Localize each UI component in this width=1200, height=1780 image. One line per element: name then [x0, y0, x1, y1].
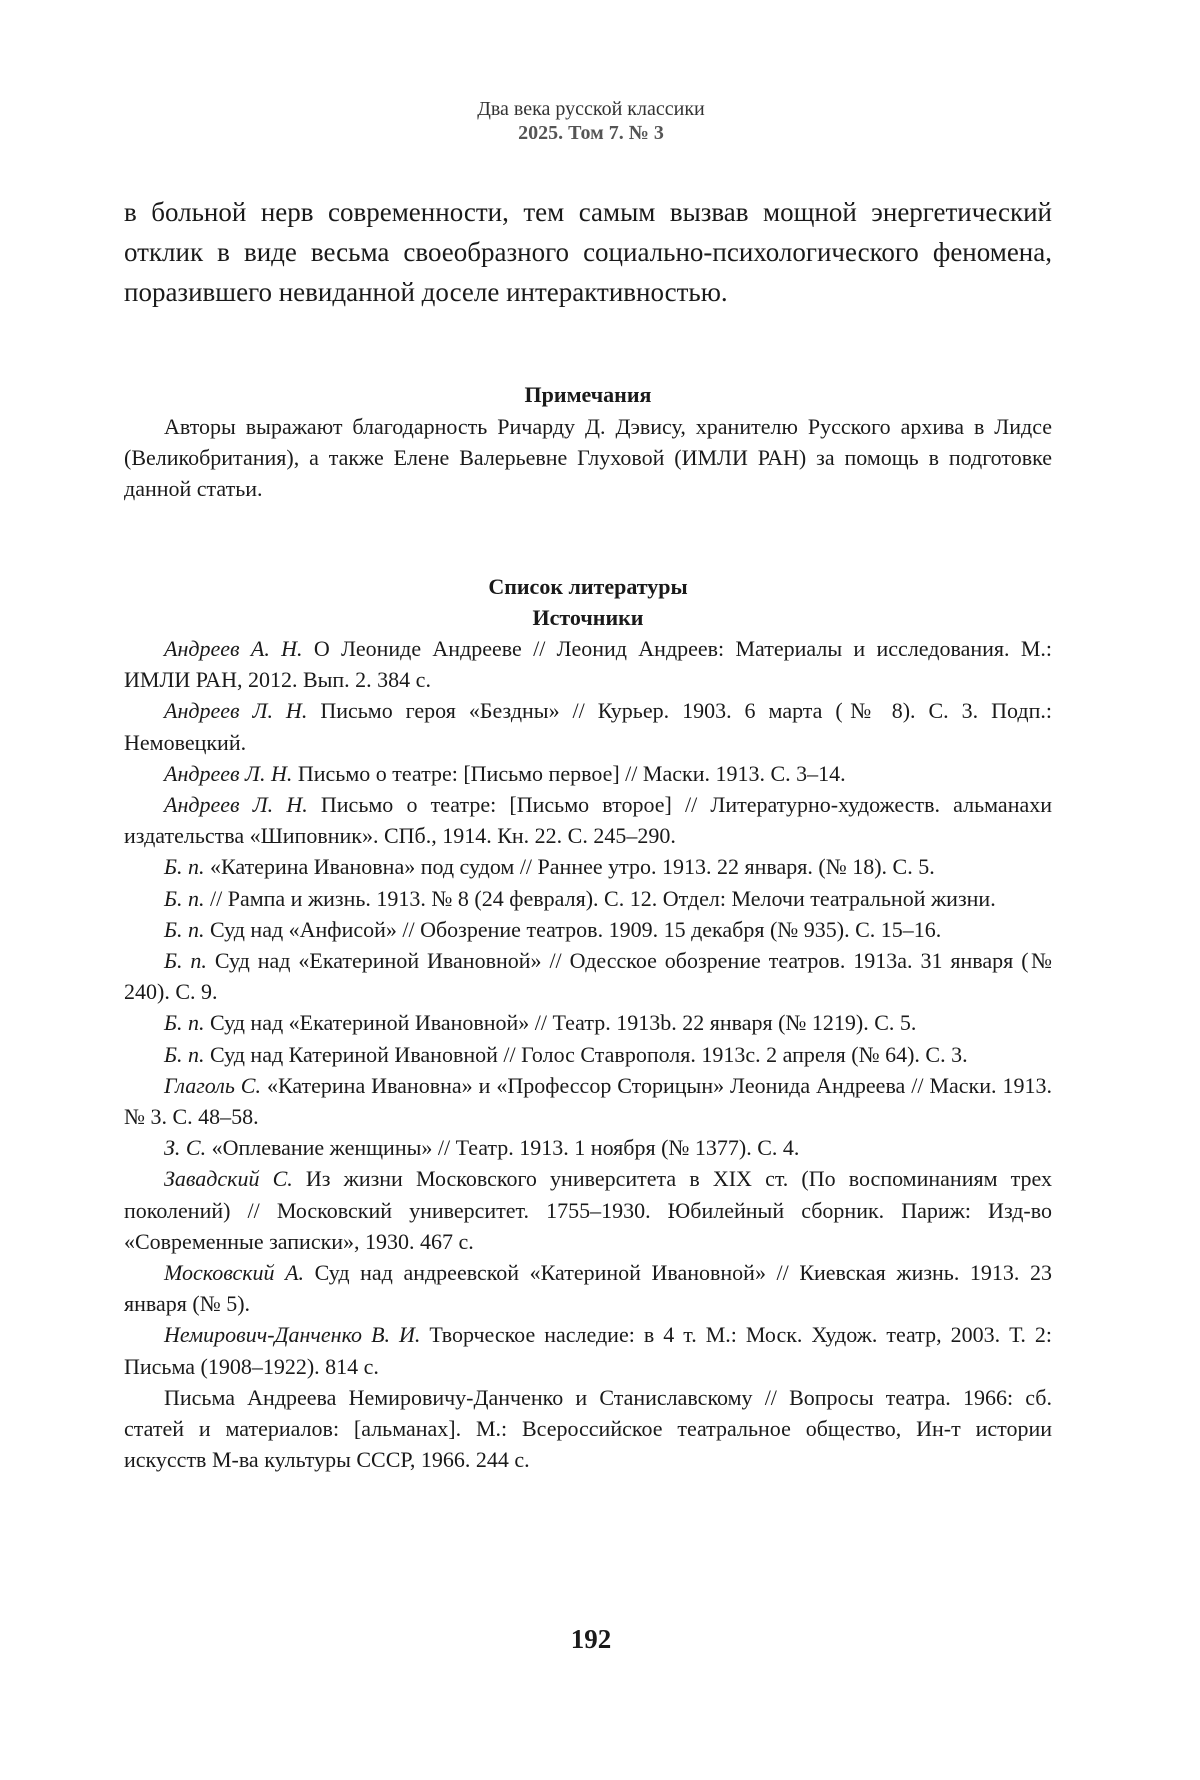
entry-author: З. С. [164, 1135, 206, 1160]
bibliography-entry [124, 1039, 1052, 1070]
entry-author: Московский А. [164, 1260, 304, 1285]
entry-text: «Оплевание женщины» // Театр. 1913. 1 ноября (№ 1377). С. 4. [206, 1135, 799, 1160]
entry-text: Суд над «Екатериной Ивановной» // Одесское обозрение театров. 1913a. 31 января (№ 240). С. 9. [124, 948, 1052, 1004]
entry-text: О Леониде Андрееве // Леонид Андреев: Материалы и исследования. М.: ИМЛИ РАН, 2012. Вып. 2. 384 с. [124, 636, 1052, 692]
entry-author: Немирович-Данченко В. И. [164, 1322, 420, 1347]
bibliography-entry [124, 851, 1052, 882]
bibliography-entry [124, 1007, 1052, 1038]
entry-text: Суд над «Екатериной Ивановной» // Театр. 1913b. 22 января (№ 1219). С. 5. [204, 1010, 916, 1035]
bibliography-entry [124, 945, 1052, 1007]
entry-text: Из жизни Московского университета в XIX ст. (По воспоминаниям трех поколений) // Московский университет. 1755–1930. Юбилейный сборник. Париж: Изд-во «Современные записки», 1930. 467 с. [124, 1166, 1052, 1253]
entry-author: Андреев А. Н. [164, 636, 303, 661]
bibliography-list [124, 633, 1052, 1475]
bibliography-entry [124, 914, 1052, 945]
entry-text: // Рампа и жизнь. 1913. № 8 (24 февраля). С. 12. Отдел: Мелочи театральной жизни. [204, 886, 995, 911]
sources-subheading: Источники [124, 602, 1052, 633]
bibliography-entry [124, 1257, 1052, 1319]
notes-heading: Примечания [124, 379, 1052, 411]
entry-author: Б. п. [164, 1042, 204, 1067]
entry-author: Завадский С. [164, 1166, 293, 1191]
volume-issue: 2025. Том 7. № 3 [0, 121, 1182, 145]
entry-text: Письмо о театре: [Письмо второе] // Литературно-художеств. альманахи издательства «Шиповник». СПб., 1914. Кн. 22. С. 245–290. [124, 792, 1052, 848]
entry-text: «Катерина Ивановна» и «Профессор Сторицын» Леонида Андреева // Маски. 1913. № 3. С. 48–58. [124, 1073, 1052, 1129]
entry-author: Глаголь С. [164, 1073, 261, 1098]
bibliography-entry [124, 1163, 1052, 1257]
entry-author: Б. п. [164, 1010, 204, 1035]
entry-text: Творческое наследие: в 4 т. М.: Моск. Худож. театр, 2003. Т. 2: Письма (1908–1922). 814 с. [124, 1322, 1052, 1378]
running-head [0, 97, 1182, 145]
entry-author: Андреев Л. Н. [164, 761, 292, 786]
bibliography-entry [124, 633, 1052, 695]
entry-text: «Катерина Ивановна» под судом // Раннее утро. 1913. 22 января. (№ 18). С. 5. [204, 854, 934, 879]
entry-author: Андреев Л. Н. [164, 792, 308, 817]
entry-text: Суд над «Анфисой» // Обозрение театров. 1909. 15 декабря (№ 935). С. 15–16. [204, 917, 941, 942]
notes-section [124, 379, 1052, 504]
bibliography-entry [124, 695, 1052, 757]
entry-author: Андреев Л. Н. [164, 698, 307, 723]
bibliography-entry [124, 789, 1052, 851]
bibliography-section [124, 571, 1052, 1475]
bibliography-entry [124, 1319, 1052, 1381]
entry-author: Б. п. [164, 917, 204, 942]
entry-text: Суд над андреевской «Катериной Ивановной» // Киевская жизнь. 1913. 23 января (№ 5). [124, 1260, 1052, 1316]
entry-author: Б. п. [164, 948, 207, 973]
page-number: 192 [0, 1623, 1182, 1655]
entry-text: Письма Андреева Немировичу-Данченко и Станиславскому // Вопросы театра. 1966: сб. статей и материалов: [альманах]. М.: Всероссийское театральное общество, Ин-т истории искусств М-ва культуры СССР, 1966. 244 с. [124, 1385, 1052, 1472]
bibliography-entry [124, 1382, 1052, 1476]
entry-text: Письмо героя «Бездны» // Курьер. 1903. 6 марта (№ 8). С. 3. Подп.: Немовецкий. [124, 698, 1052, 754]
entry-author: Б. п. [164, 854, 204, 879]
bibliography-heading: Список литературы [124, 571, 1052, 602]
notes-text: Авторы выражают благодарность Ричарду Д. Дэвису, хранителю Русского архива в Лидсе (Великобритания), а также Елене Валерьевне Глуховой (ИМЛИ РАН) за помощь в подготовке данной статьи. [124, 411, 1052, 504]
journal-title: Два века русской классики [0, 97, 1182, 121]
bibliography-entry [124, 1132, 1052, 1163]
entry-author: Б. п. [164, 886, 204, 911]
entry-text: Письмо о театре: [Письмо первое] // Маски. 1913. С. 3–14. [292, 761, 845, 786]
bibliography-entry [124, 1070, 1052, 1132]
bibliography-entry [124, 883, 1052, 914]
journal-page [0, 0, 1200, 1780]
lead-paragraph-block [124, 192, 1052, 312]
bibliography-entry [124, 758, 1052, 789]
lead-paragraph: в больной нерв современности, тем самым вызвав мощной энергетический отклик в виде весьма своеобразного социально-психологического феномена, поразившего невиданной доселе интерактивностью. [124, 192, 1052, 312]
entry-text: Суд над Катериной Ивановной // Голос Ставрополя. 1913c. 2 апреля (№ 64). С. 3. [204, 1042, 967, 1067]
